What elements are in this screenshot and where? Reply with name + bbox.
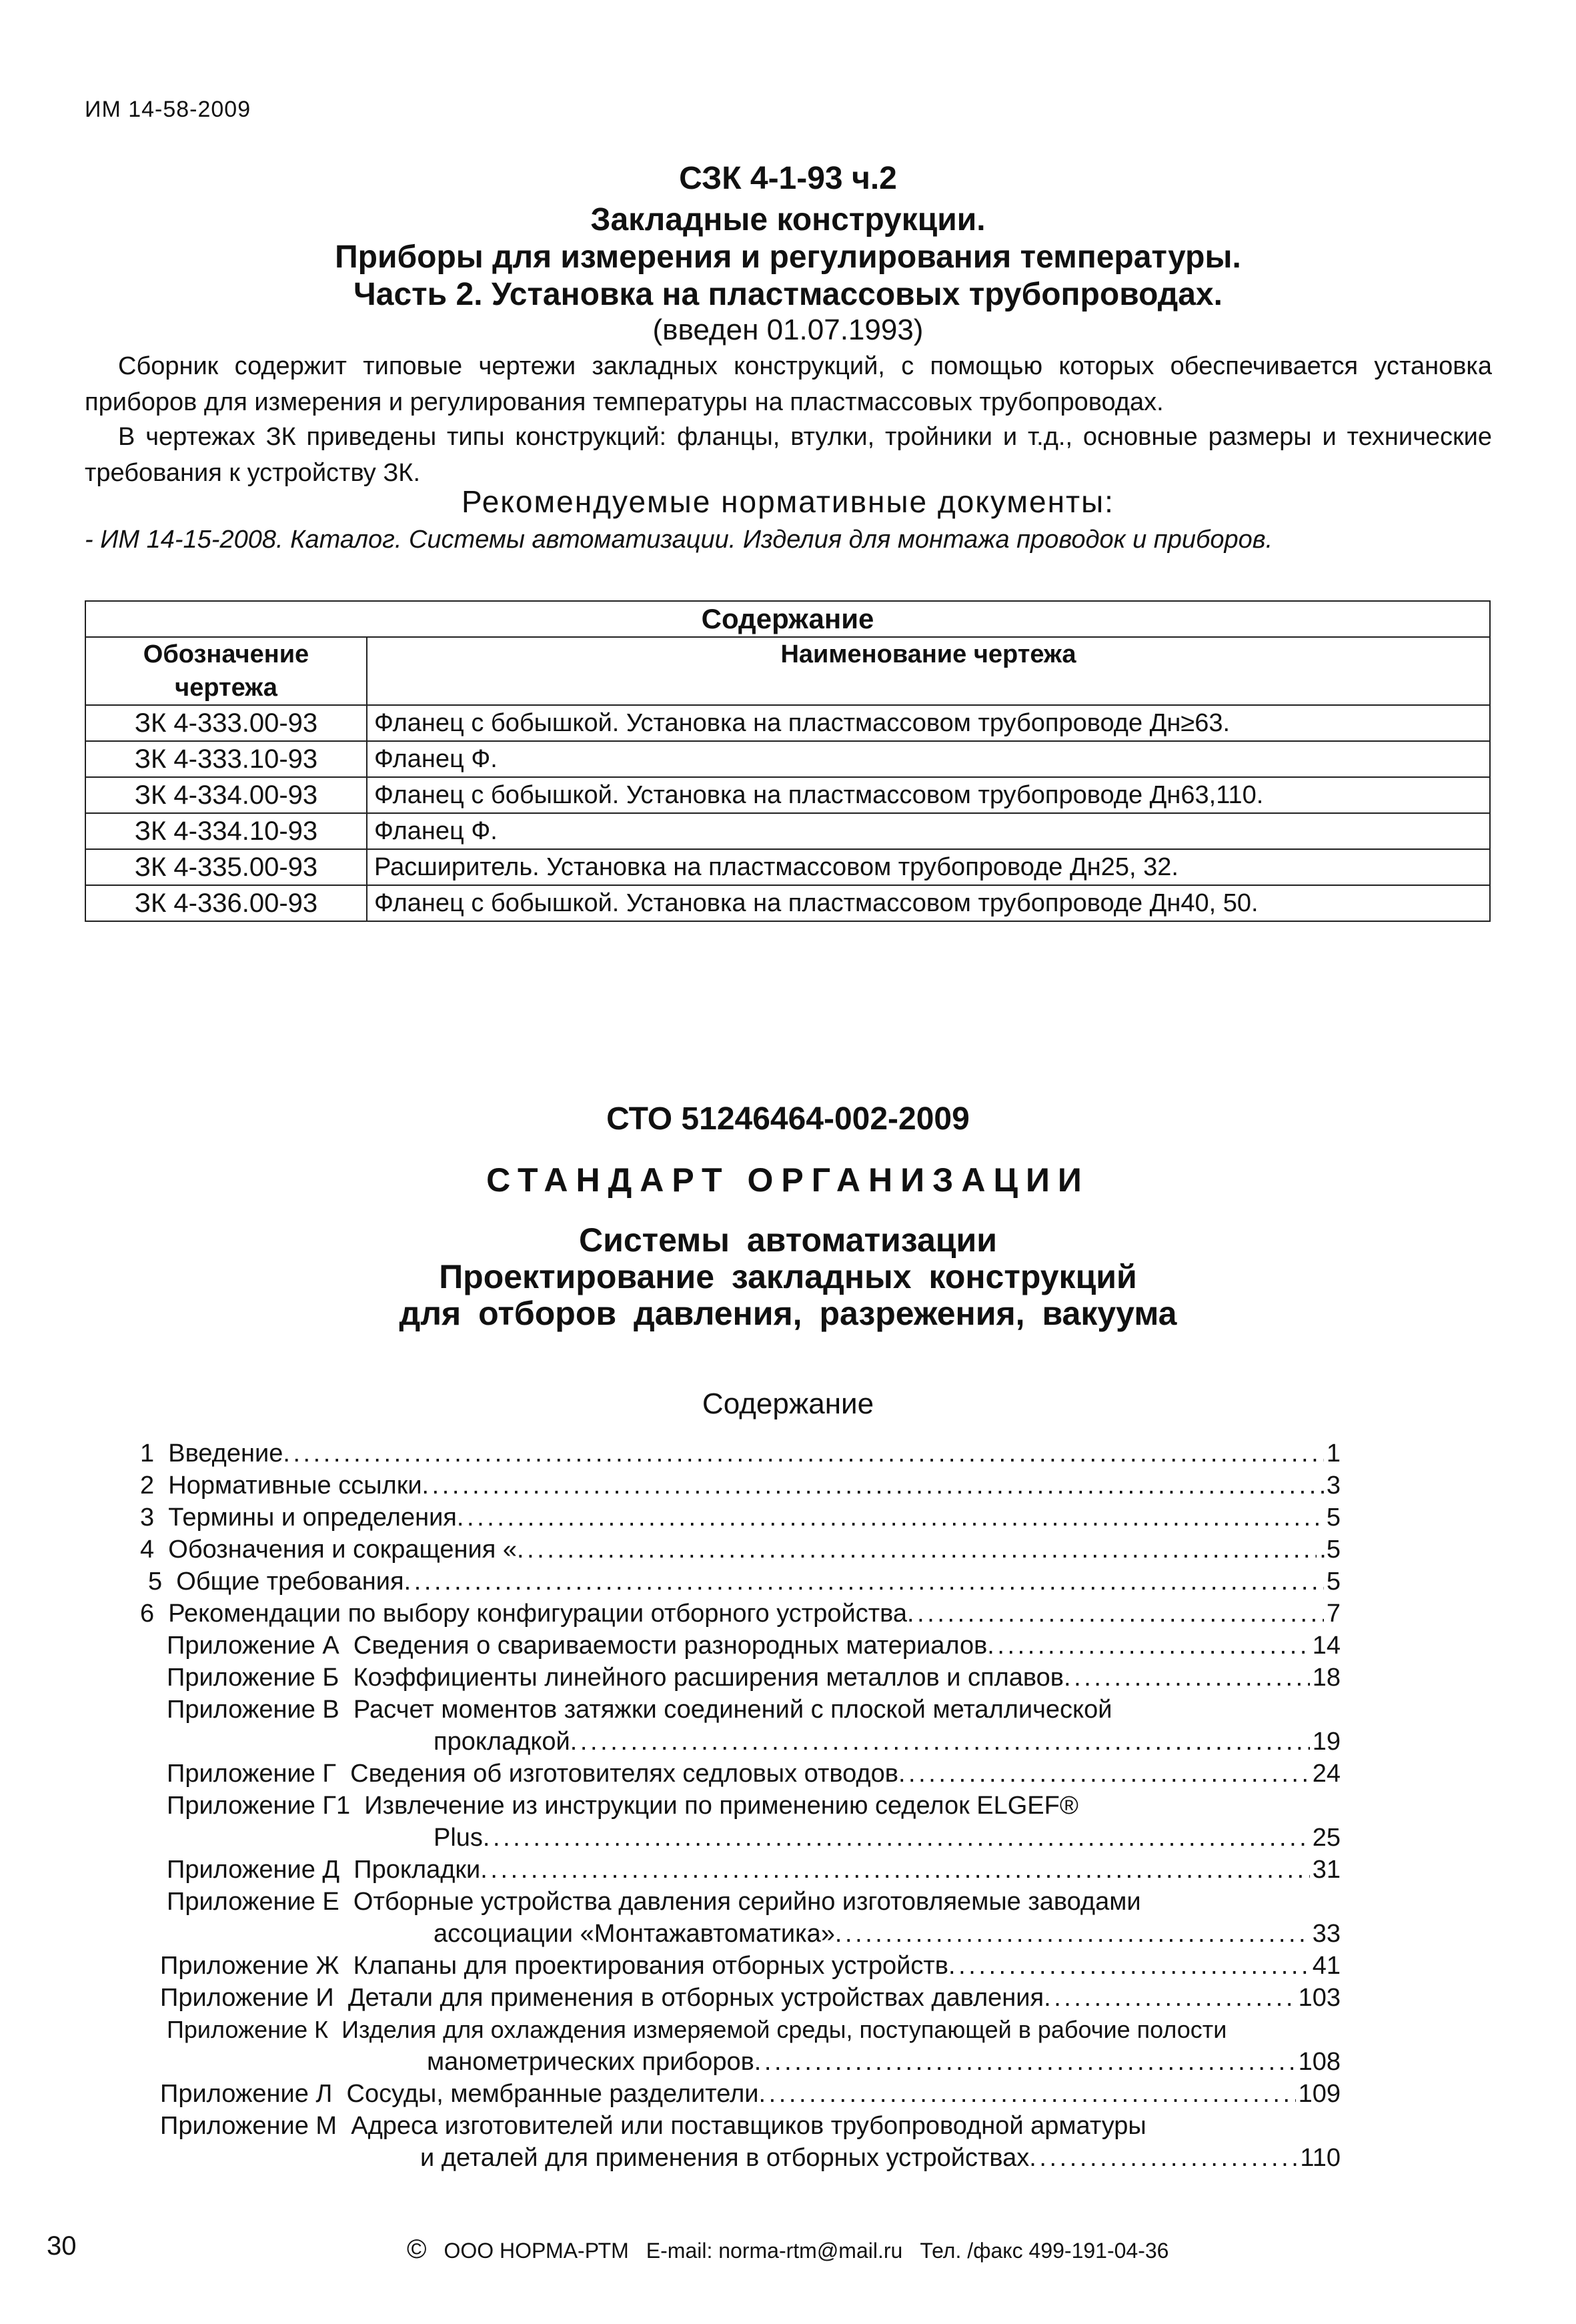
toc-label: Расчет моментов затяжки соединений с плоской металлической — [353, 1696, 1112, 1724]
toc-page: 5 — [1326, 1504, 1341, 1532]
drawing-code: ЗК 4-334.10-93 — [85, 813, 367, 849]
toc-page: 109 — [1298, 2080, 1341, 2108]
standard-title: СТАНДАРТ ОРГАНИЗАЦИИ — [486, 1161, 1090, 1199]
toc-number: 4 — [140, 1536, 155, 1564]
toc-entry[interactable] — [167, 2014, 1227, 2046]
toc-entry-continuation[interactable] — [434, 1726, 1341, 1758]
table-row — [85, 777, 1490, 813]
toc-number: Приложение Е — [167, 1888, 339, 1916]
toc-label: Прокладки — [353, 1856, 481, 1884]
toc-entry[interactable] — [140, 1598, 1341, 1630]
copyright-icon: © — [407, 2235, 427, 2264]
toc-page: 103 — [1298, 1984, 1341, 2012]
toc-label: прокладкой — [434, 1728, 570, 1756]
toc-page: 110 — [1300, 2144, 1341, 2172]
description-paragraph-2: В чертежах ЗК приведены типы конструкций: фланцы, втулки, тройники и т.д., основные размеры и технические требования к устройству ЗК. — [85, 423, 1492, 487]
table-caption: Содержание — [85, 601, 1490, 637]
drawing-code: ЗК 4-336.00-93 — [85, 885, 367, 921]
footer-company: ООО НОРМА-РТМ — [444, 2239, 629, 2263]
toc-number: Приложение Г — [167, 1760, 337, 1788]
toc-number: Приложение Д — [167, 1856, 340, 1884]
drawing-code: ЗК 4-333.10-93 — [85, 741, 367, 777]
toc-page: 5 — [1326, 1568, 1341, 1596]
table-row — [85, 741, 1490, 777]
toc-entry[interactable] — [140, 1437, 1341, 1470]
toc-entry[interactable] — [160, 2110, 1146, 2142]
drawing-name: Фланец с бобышкой. Установка на пластмассовом трубопроводе Дн≥63. — [367, 705, 1490, 741]
toc-entry[interactable] — [167, 1758, 1341, 1790]
footer-email[interactable]: E-mail: norma-rtm@mail.ru — [646, 2239, 903, 2263]
recommended-docs-heading: Рекомендуемые нормативные документы: — [462, 484, 1114, 519]
toc-label: Коэффициенты линейного расширения металлов и сплавов — [353, 1664, 1064, 1692]
toc-entry[interactable] — [167, 1854, 1341, 1886]
toc-label: Plus — [434, 1824, 483, 1852]
toc-page: 14 — [1312, 1632, 1341, 1660]
toc-label: Извлечение из инструкции по применению седелок ELGEF® — [364, 1792, 1078, 1820]
column-header-code: Обозначение чертежа — [85, 637, 367, 705]
toc-page: .5 — [1319, 1536, 1341, 1564]
toc-entry[interactable] — [167, 1630, 1341, 1662]
toc-label: Рекомендации по выбору конфигурации отборного устройства — [168, 1600, 907, 1628]
standard-code: СТО 51246464-002-2009 — [606, 1101, 970, 1137]
toc-page: 18 — [1312, 1664, 1341, 1692]
table-row — [85, 849, 1490, 885]
toc-number: Приложение А — [167, 1632, 339, 1660]
standard-subtitle-line-1: Системы автоматизации — [578, 1221, 998, 1259]
toc-entry[interactable] — [167, 1694, 1112, 1726]
toc-number: Приложение Л — [160, 2080, 333, 2108]
toc-label: Адреса изготовителей или поставщиков трубопроводной арматуры — [351, 2112, 1146, 2140]
toc-label: Изделия для охлаждения измеряемой среды, поступающей в рабочие полости — [341, 2016, 1227, 2043]
toc-label: Сосуды, мембранные разделители — [346, 2080, 759, 2108]
table-row — [85, 885, 1490, 921]
toc-label: Нормативные ссылки — [168, 1472, 422, 1500]
toc-label: и деталей для применения в отборных устройствах — [420, 2144, 1030, 2172]
drawing-name: Расширитель. Установка на пластмассовом трубопроводе Дн25, 32. — [367, 849, 1490, 885]
toc-label: Сведения о свариваемости разнородных материалов — [353, 1632, 988, 1660]
toc-label: Отборные устройства давления серийно изготовляемые заводами — [353, 1888, 1141, 1916]
page-number: 30 — [47, 2231, 77, 2261]
description-paragraph-1: Сборник содержит типовые чертежи закладных конструкций, с помощью которых обеспечивается установка приборов для измерения и регулирования температуры на пластмассовых трубопроводах. — [85, 352, 1492, 416]
section1-title-line-3: Приборы для измерения и регулирования температуры. — [335, 239, 1241, 275]
introduced-date: (введен 01.07.1993) — [652, 314, 924, 346]
toc-number: Приложение И — [160, 1984, 334, 2012]
toc-entry-continuation[interactable] — [420, 2142, 1341, 2174]
toc-page: 33 — [1312, 1920, 1341, 1948]
table-row — [85, 813, 1490, 849]
toc-page: 24 — [1312, 1760, 1341, 1788]
toc-label: Обозначения и сокращения « — [168, 1536, 517, 1564]
toc-page: 108 — [1298, 2048, 1341, 2076]
table-row — [85, 705, 1490, 741]
footer-phone: Тел. /факс 499-191-04-36 — [920, 2239, 1169, 2263]
drawing-code: ЗК 4-333.00-93 — [85, 705, 367, 741]
drawing-code: ЗК 4-335.00-93 — [85, 849, 367, 885]
drawing-code: ЗК 4-334.00-93 — [85, 777, 367, 813]
drawing-name: Фланец с бобышкой. Установка на пластмассовом трубопроводе Дн40, 50. — [367, 885, 1490, 921]
toc-number: 6 — [140, 1600, 155, 1628]
toc-number: 1 — [140, 1439, 155, 1468]
toc-page: 31 — [1312, 1856, 1341, 1884]
toc-entry[interactable] — [167, 1790, 1078, 1822]
toc-label: Клапаны для проектирования отборных устройств — [353, 1952, 948, 1980]
section1-title-line-2: Закладные конструкции. — [590, 202, 986, 237]
toc-heading: Содержание — [702, 1387, 874, 1420]
drawing-name: Фланец Ф. — [367, 741, 1490, 777]
toc-number: 5 — [148, 1568, 163, 1596]
toc-entry-continuation[interactable] — [427, 2046, 1341, 2078]
toc-entry[interactable] — [160, 2078, 1341, 2110]
recommended-doc-item: - ИМ 14-15-2008. Каталог. Системы автоматизации. Изделия для монтажа проводок и приборов. — [85, 526, 1273, 554]
toc-page: 3 — [1326, 1472, 1341, 1500]
drawings-table — [85, 600, 1491, 922]
drawing-name: Фланец с бобышкой. Установка на пластмассовом трубопроводе Дн63,110. — [367, 777, 1490, 813]
toc-entry[interactable] — [140, 1470, 1341, 1502]
toc-entry[interactable] — [167, 1662, 1341, 1694]
section1-title-line-1: СЗК 4-1-93 ч.2 — [679, 161, 897, 196]
toc-number: Приложение Ж — [160, 1952, 339, 1980]
toc-label: Сведения об изготовителях седловых отводов — [350, 1760, 898, 1788]
toc-entry-continuation[interactable] — [434, 1822, 1341, 1854]
toc-entry[interactable] — [167, 1886, 1141, 1918]
toc-entry[interactable] — [160, 1950, 1341, 1982]
toc-label: ассоциации «Монтажавтоматика» — [434, 1920, 835, 1948]
toc-label: Общие требования — [176, 1568, 404, 1596]
document-code: ИМ 14-58-2009 — [85, 97, 251, 122]
toc-label: манометрических приборов — [427, 2048, 754, 2076]
standard-subtitle-line-3: для отборов давления, разрежения, вакуума — [399, 1295, 1177, 1332]
toc-page: 19 — [1312, 1728, 1341, 1756]
toc-page: 7 — [1326, 1600, 1341, 1628]
toc-number: Приложение К — [167, 2016, 329, 2043]
toc-number: Приложение Б — [167, 1664, 339, 1692]
standard-subtitle-line-2: Проектирование закладных конструкций — [439, 1258, 1137, 1295]
toc-page: 1 — [1326, 1439, 1341, 1468]
toc-label: Детали для применения в отборных устройствах давления — [347, 1984, 1044, 2012]
toc-number: 2 — [140, 1472, 155, 1500]
toc-entry-continuation[interactable] — [434, 1918, 1341, 1950]
toc-number: Приложение В — [167, 1696, 339, 1724]
drawing-name: Фланец Ф. — [367, 813, 1490, 849]
toc-entry[interactable] — [160, 1982, 1341, 2014]
toc-page: 41 — [1312, 1952, 1341, 1980]
toc-label: Введение — [168, 1439, 283, 1468]
toc-entry[interactable] — [140, 1534, 1341, 1566]
toc-number: Приложение Г1 — [167, 1792, 351, 1820]
section1-title-line-4: Часть 2. Установка на пластмассовых трубопроводах. — [353, 277, 1223, 312]
toc-entry[interactable] — [140, 1502, 1341, 1534]
toc-label: Термины и определения — [168, 1504, 457, 1532]
toc-entry[interactable] — [148, 1566, 1341, 1598]
footer-contacts — [407, 2235, 1186, 2265]
toc-number: 3 — [140, 1504, 155, 1532]
toc-page: 25 — [1312, 1824, 1341, 1852]
column-header-name: Наименование чертежа — [367, 637, 1490, 705]
toc-number: Приложение М — [160, 2112, 337, 2140]
